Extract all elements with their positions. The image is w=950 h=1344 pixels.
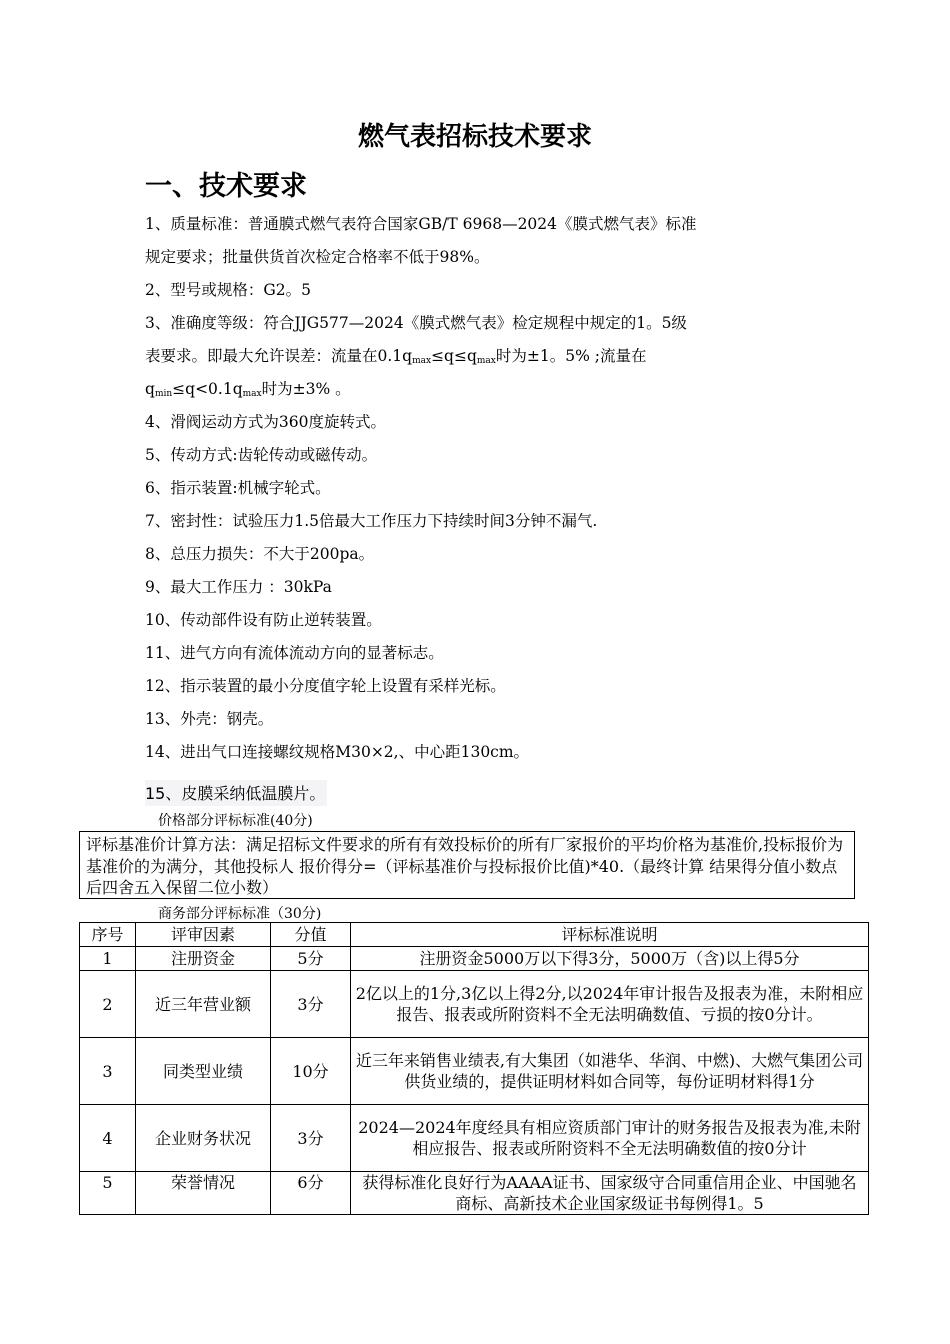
subscript-max: max — [476, 356, 496, 366]
subscript-min: min — [154, 389, 173, 399]
cell-description: 获得标准化良好行为AAAA证书、国家级守合同重信用企业、中国驰名商标、高新技术企业国家级证书每例得1。5 — [351, 1172, 869, 1215]
table-row — [80, 971, 869, 1038]
cell-index: 2 — [80, 971, 136, 1038]
requirement-10: 10、传动部件设有防止逆转装置。 — [145, 611, 382, 629]
requirement-1: 1、质量标准：普通膜式燃气表符合国家GB/T 6968—2024《膜式燃气表》标准 — [145, 215, 697, 233]
cell-score: 10分 — [271, 1038, 351, 1105]
table-row — [80, 1105, 869, 1172]
requirement-2: 2、型号或规格：G2。5 — [145, 281, 311, 299]
cell-description: 注册资金5000万以下得3分，5000万（含)以上得5分 — [351, 947, 869, 971]
cell-index: 5 — [80, 1172, 136, 1215]
cell-index: 1 — [80, 947, 136, 971]
cell-index: 3 — [80, 1038, 136, 1105]
business-scoring-table — [79, 922, 869, 1215]
price-section-caption: 价格部分评标标准(40分) — [158, 813, 313, 829]
requirement-3-cont-a — [145, 340, 825, 373]
cell-score: 3分 — [271, 1105, 351, 1172]
requirement-6: 6、指示装置:机械字轮式。 — [145, 479, 331, 497]
requirement-3: 3、准确度等级：符合JJG577—2024《膜式燃气表》检定规程中规定的1。5级 — [145, 314, 687, 332]
cell-description: 2亿以上的1分,3亿以上得2分,以2024年审计报告及报表为准，未附相应报告、报表或所附资料不全无法明确数值、亏损的按0分计。 — [351, 971, 869, 1038]
requirement-15: 15、皮膜采纳低温膜片。 — [145, 780, 327, 806]
requirement-7: 7、密封性：试验压力1.5倍最大工作压力下持续时间3分钟不漏气. — [145, 512, 598, 530]
table-row — [80, 1038, 869, 1105]
cell-score: 5分 — [271, 947, 351, 971]
requirement-3-cont-b — [145, 373, 825, 406]
cell-score: 6分 — [271, 1172, 351, 1215]
cell-factor: 同类型业绩 — [136, 1038, 271, 1105]
requirement-12: 12、指示装置的最小分度值字轮上设置有采样光标。 — [145, 677, 506, 695]
requirement-3-text-e: ≤q<0.1q — [172, 380, 243, 398]
header-description: 评标标准说明 — [351, 923, 869, 947]
requirement-9: 9、最大工作压力 ：30kPa — [145, 578, 332, 596]
table-row — [80, 947, 869, 971]
requirement-3-text-d: q — [145, 380, 155, 398]
requirement-13: 13、外壳：钢壳。 — [145, 710, 274, 728]
cell-description: 近三年来销售业绩表,有大集团（如港华、华润、中燃)、大燃气集团公司供货业绩的，提供证明材料如合同等，每份证明材料得1分 — [351, 1038, 869, 1105]
requirement-8: 8、总压力损失：不大于200pa。 — [145, 545, 375, 563]
requirement-3-text-b: ≤q≤q — [431, 347, 477, 365]
cell-description: 2024—2024年度经具有相应资质部门审计的财务报告及报表为准,未附相应报告、报表或所附资料不全无法明确数值的按0分计 — [351, 1105, 869, 1172]
requirement-3-text-c: 时为±1。5% ;流量在 — [495, 347, 647, 365]
requirement-4: 4、滑阀运动方式为360度旋转式。 — [145, 413, 386, 431]
requirement-3-text-f: 时为±3% 。 — [261, 380, 351, 398]
document-title: 燃气表招标技术要求 — [357, 122, 592, 152]
requirement-14: 14、进出气口连接螺纹规格M30×2,、中心距130cm。 — [145, 743, 530, 761]
requirement-11: 11、进气方向有流体流动方向的显著标志。 — [145, 644, 444, 662]
table-row — [80, 1172, 869, 1215]
cell-factor: 企业财务状况 — [136, 1105, 271, 1172]
price-method-box: 评标基准价计算方法：满足招标文件要求的所有有效投标价的所有厂家报价的平均价格为基准价,投标报价为基准价的为满分，其他投标人 报价得分=（评标基准价与投标报价比值)*40.（最终计算 结果得分值小数点后四舍五入保留二位小数） — [79, 831, 855, 899]
header-factor: 评审因素 — [136, 923, 271, 947]
cell-factor: 注册资金 — [136, 947, 271, 971]
subscript-max: max — [412, 356, 432, 366]
header-score: 分值 — [271, 923, 351, 947]
cell-factor: 荣誉情况 — [136, 1172, 271, 1215]
business-section-caption: 商务部分评标标准（30分) — [158, 906, 322, 922]
table-header-row — [80, 923, 869, 947]
cell-index: 4 — [80, 1105, 136, 1172]
requirement-1-cont: 规定要求；批量供货首次检定合格率不低于98%。 — [145, 248, 490, 266]
header-index: 序号 — [80, 923, 136, 947]
requirements-list — [145, 208, 825, 769]
cell-factor: 近三年营业额 — [136, 971, 271, 1038]
subscript-max: max — [242, 389, 262, 399]
section-heading: 一、技术要求 — [145, 171, 307, 202]
requirement-5: 5、传动方式:齿轮传动或磁传动。 — [145, 446, 378, 464]
cell-score: 3分 — [271, 971, 351, 1038]
requirement-3-text-a: 表要求。即最大允许误差：流量在0.1q — [145, 347, 413, 365]
